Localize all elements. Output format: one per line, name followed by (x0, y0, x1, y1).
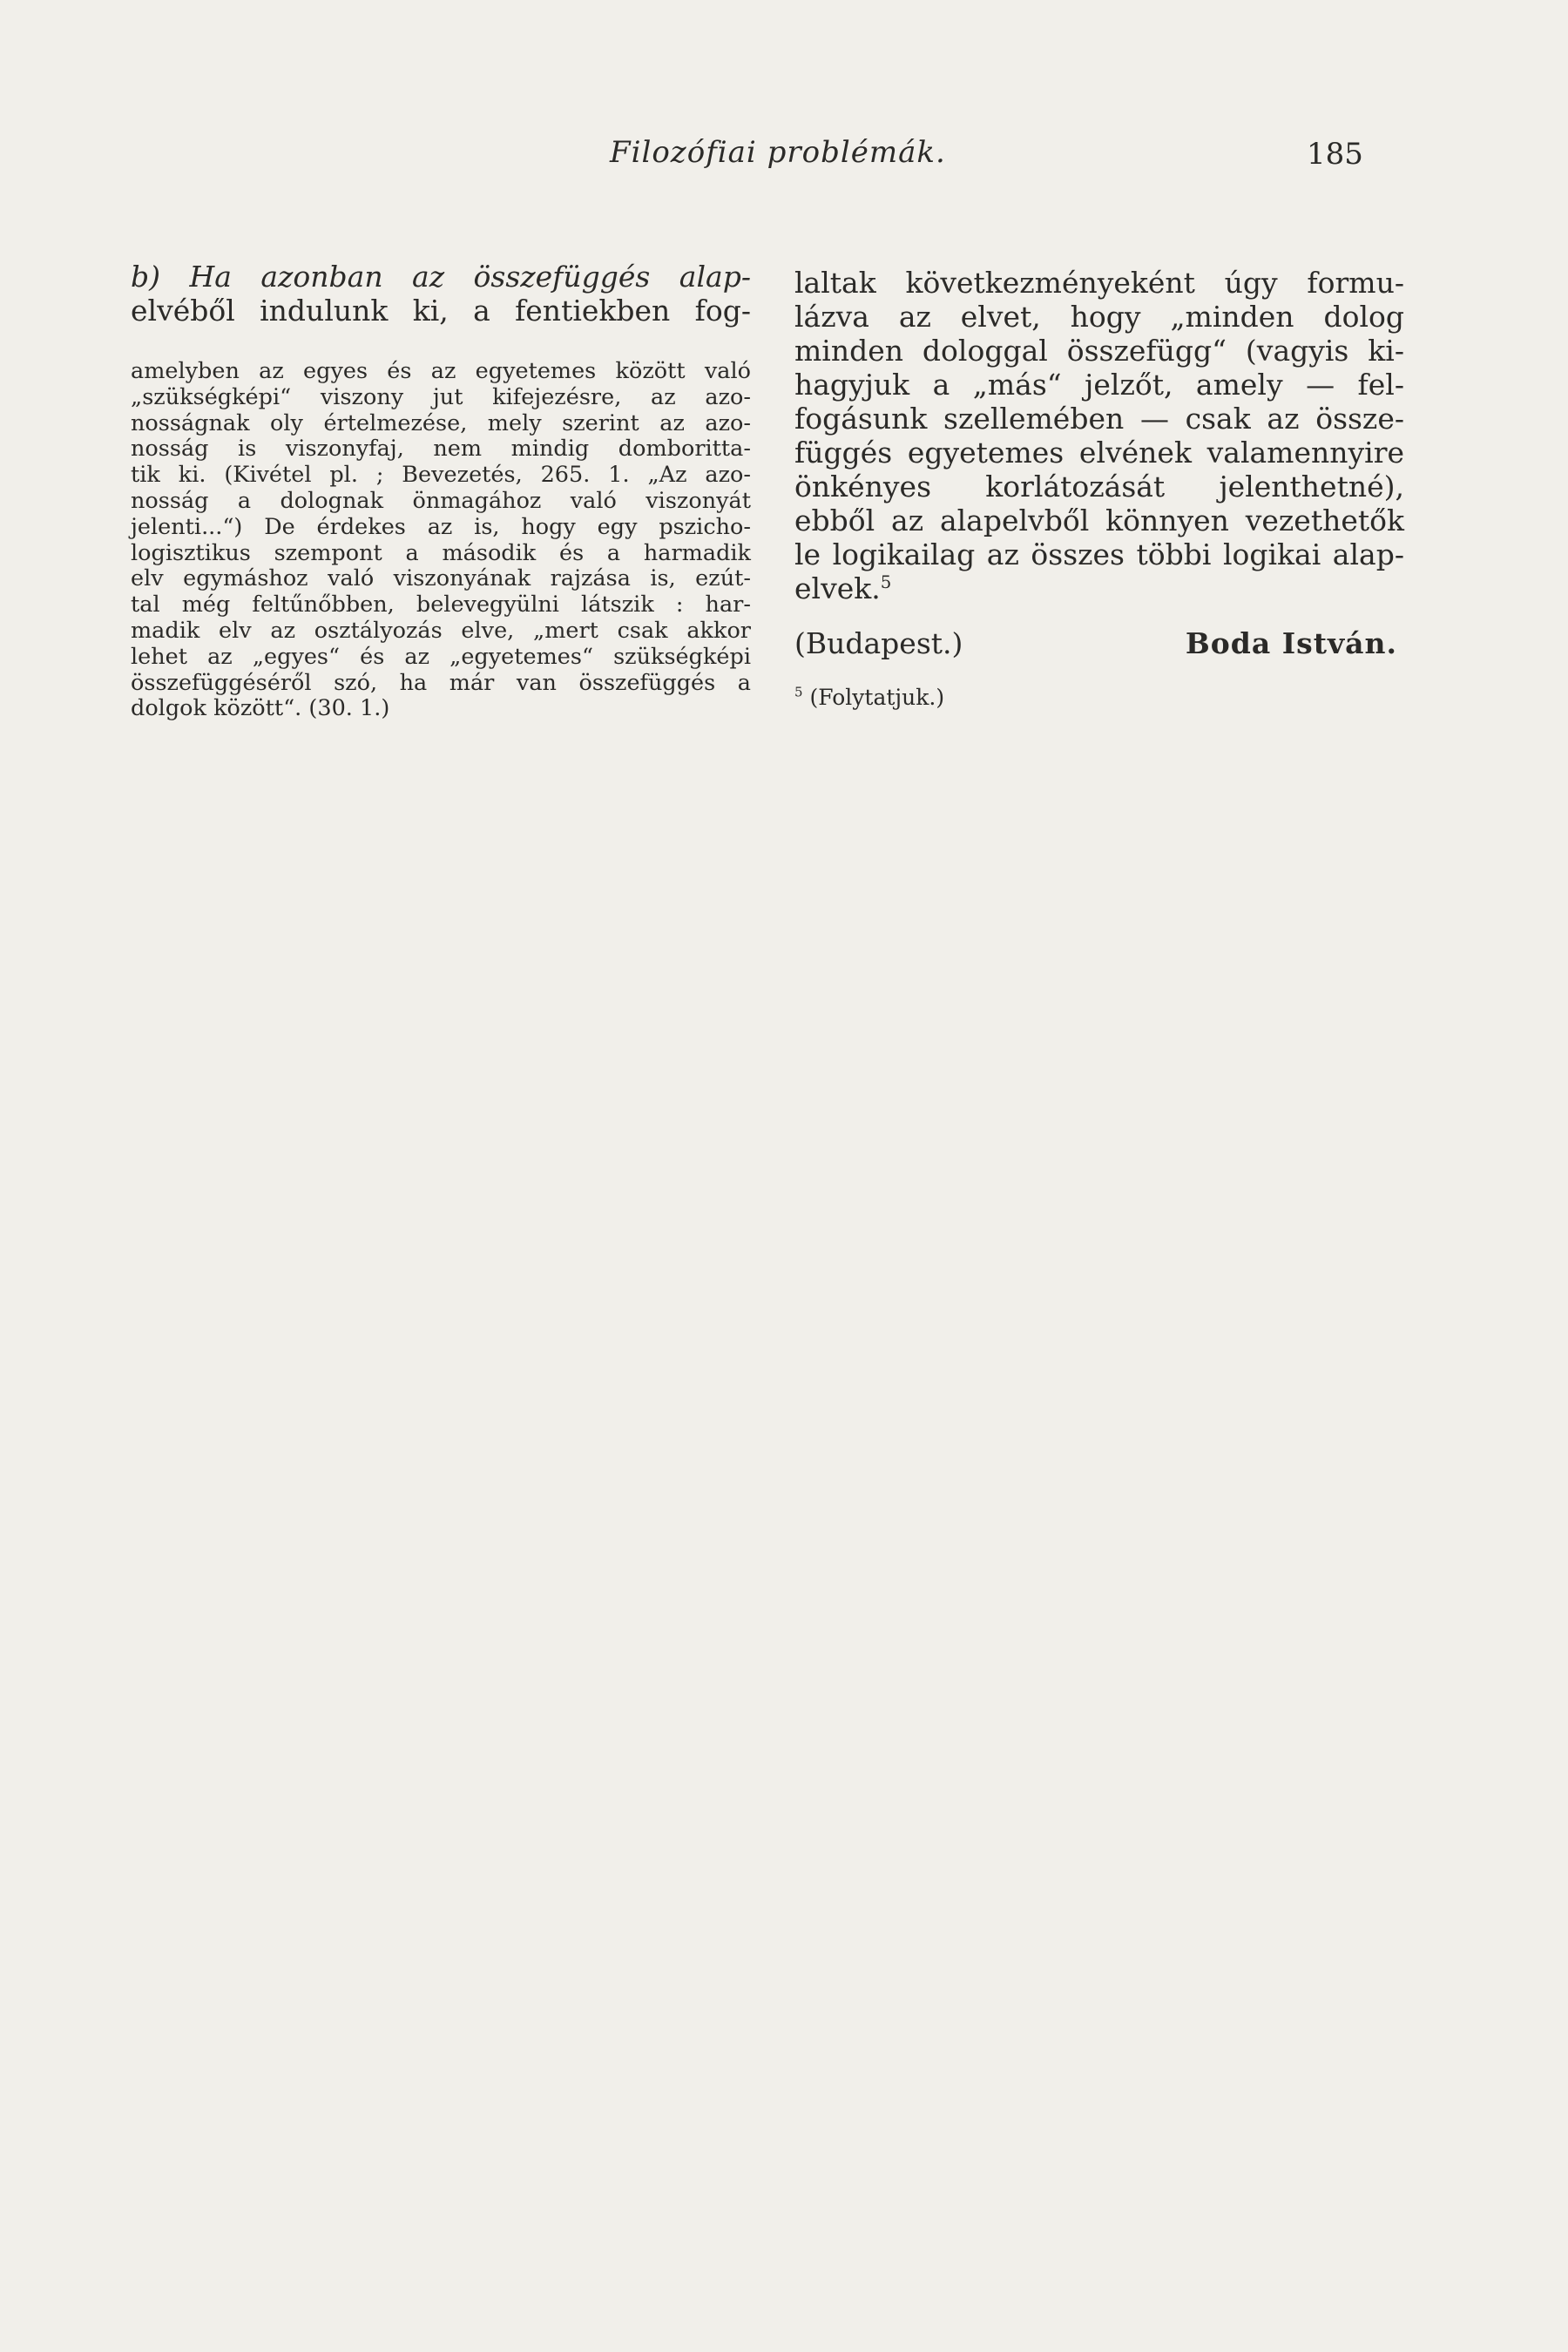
text-line: függés egyetemes elvének valamennyire (794, 436, 1404, 470)
footnote-number: 5 (794, 684, 803, 700)
right-paragraph (794, 266, 1404, 605)
page-number: 185 (1307, 137, 1363, 172)
footnote-line: dolgok között“. (30. 1.) (131, 695, 390, 722)
right-footnote (794, 685, 1404, 710)
left-footnote (131, 359, 751, 722)
text-line: minden dologgal összefügg“ (vagyis ki- (794, 334, 1404, 368)
footnote-reference: 5 (880, 572, 892, 592)
text-line: lázva az elvet, hogy „minden dolog (794, 300, 1404, 334)
left-column (131, 260, 751, 722)
text-line: hagyjuk a „más“ jelzőt, amely — fel- (794, 368, 1404, 402)
footnote-line: elv egymáshoz való viszonyának rajzása is, ezút- (131, 565, 751, 592)
line-text: b) Ha azonban az összefüggés alap- (131, 260, 751, 294)
line-text: elvéből indulunk ki, a fentiekben fog- (131, 294, 751, 328)
text-line: ebből az alapelvből könnyen vezethetők (794, 504, 1404, 537)
footnote-line: madik elv az osztályozás elve, „mert csak akkor (131, 617, 751, 644)
left-paragraph (131, 260, 751, 328)
signature (794, 626, 1404, 660)
footnote-line: „szükségképi“ viszony jut kifejezésre, az azo- (131, 383, 751, 410)
author: Boda István. (1185, 626, 1397, 660)
text-line (794, 571, 1404, 605)
footnote-line: logisztikus szempont a második és a harmadik (131, 539, 751, 566)
footnote-line: lehet az „egyes“ és az „egyetemes“ szükségképi (131, 643, 751, 670)
text-line: fogásunk szellemében — csak az össze- (794, 402, 1404, 436)
text-line: le logikailag az összes többi logikai alap- (794, 537, 1404, 571)
text-line: laltak következményeként úgy formu- (794, 266, 1404, 300)
footnote-line: nosságnak oly értelmezése, mely szerint az azo- (131, 409, 751, 436)
footnote-line: tik ki. (Kivétel pl. ; Bevezetés, 265. 1. „Az azo- (131, 462, 751, 489)
place: (Budapest.) (794, 626, 963, 660)
text-line: önkényes korlátozását jelenthetné), (794, 470, 1404, 504)
footnote-line: nosság is viszonyfaj, nem mindig domboritta- (131, 436, 751, 463)
text-line (131, 260, 751, 294)
footnote-line: amelyben az egyes és az egyetemes között való (131, 358, 751, 384)
text-line (131, 294, 751, 328)
footnote-line: jelenti...“) De érdekes az is, hogy egy pszicho- (131, 513, 751, 540)
footnote-line: tal még feltűnőbben, belevegyülni látszik : har- (131, 591, 751, 618)
line-text: elvek. (794, 571, 881, 605)
footnote-line: összefüggéséről szó, ha már van összefüggés a (131, 669, 751, 696)
running-title: Filozófiai problémák. (610, 135, 946, 170)
footnote-text: (Folytatjuk.) (809, 685, 945, 710)
footnote-line: nosság a dolognak önmagához való viszonyát (131, 487, 751, 514)
right-column (794, 266, 1404, 710)
